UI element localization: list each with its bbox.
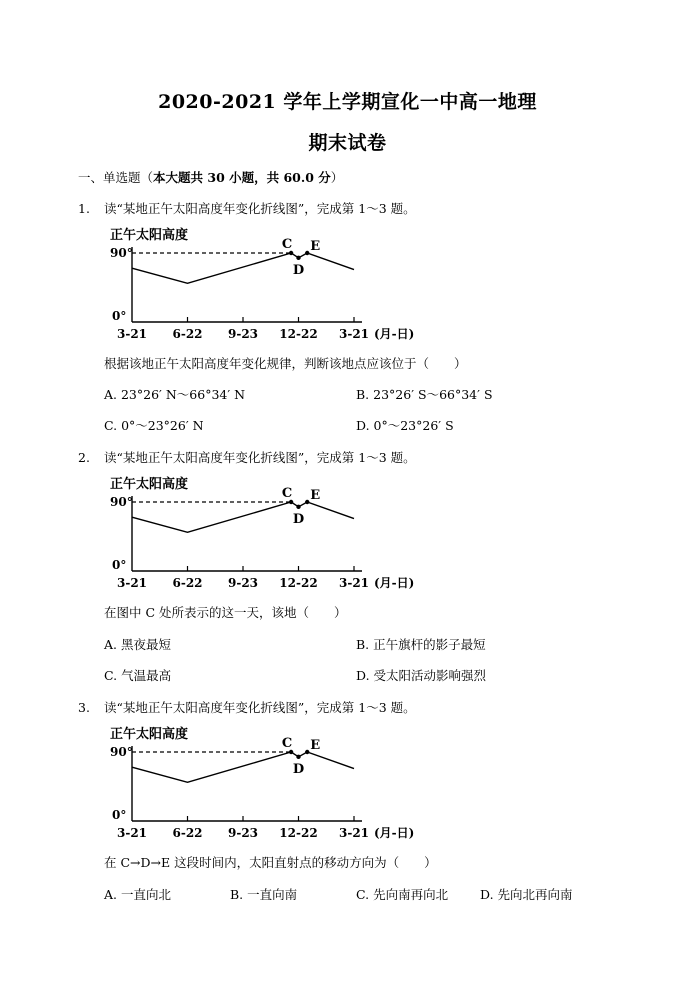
question-2-option-d[interactable]: D. 受太阳活动影响强烈 [356,668,487,683]
question-1-stem-line [78,199,416,217]
x-tick-label: 9-23 [227,826,259,840]
point-label-d: D [292,262,305,278]
y-tick-label: 90° [110,246,133,260]
point-marker [296,505,300,509]
question-3-option-a[interactable]: A. 一直向北 [104,887,171,902]
question-1-option-b[interactable]: B. 23°26′ S～66°34′ S [356,387,493,402]
question-3-option-b[interactable]: B. 一直向南 [230,887,298,902]
point-label-e: E [310,239,321,254]
chart-title: 正午太阳高度 [110,477,189,492]
point-label-e: E [310,488,321,503]
question-1-prompt: 根据该地正午太阳高度年变化规律，判断该地点应该位于（ ） [104,356,467,371]
x-tick-label: 3-21 [338,826,370,840]
x-tick-label: 3-21 [116,826,148,840]
question-2-prompt: 在图中 C 处所表示的这一天，该地（ ） [104,605,347,620]
point-marker [305,251,309,255]
y-tick-label: 90° [110,745,133,759]
page-subtitle: 期末试卷 [308,132,387,154]
x-tick-label: 12-22 [279,576,318,590]
x-axis-label: (月-日) [374,826,415,840]
y-tick-label: 0° [112,808,127,822]
point-label-d: D [292,761,305,777]
question-3-option-d[interactable]: D. 先向北再向南 [480,887,573,902]
x-tick-label: 12-22 [279,327,318,341]
x-tick-label: 3-21 [338,576,370,590]
x-tick-label: 3-21 [116,576,148,590]
section-detail: 本大题共 30 小题，共 60.0 分 [153,170,331,185]
x-tick-label: 9-23 [227,327,259,341]
section-suffix: ） [330,170,344,185]
question-1-chart [104,222,424,347]
point-marker [296,755,300,759]
page-title: 2020-2021 学年上学期宣化一中高一地理 [158,91,537,113]
x-tick-label: 9-23 [227,576,259,590]
question-2-stem-line [78,448,416,466]
section-header [78,168,343,186]
question-2-option-c[interactable]: C. 气温最高 [104,668,172,683]
question-3-chart [104,721,424,846]
question-3-number: 3. [78,700,90,715]
point-label-c: C [281,486,293,501]
point-label-d: D [292,511,305,527]
series-line [132,752,354,782]
chart-title: 正午太阳高度 [110,727,189,742]
y-tick-label: 90° [110,495,133,509]
question-1-option-a[interactable]: A. 23°26′ N～66°34′ N [104,387,246,402]
x-axis-label: (月-日) [374,327,415,341]
question-1-stem: 读“某地正午太阳高度年变化折线图”，完成第 1～3 题。 [104,201,416,216]
question-3-option-c[interactable]: C. 先向南再向北 [356,887,449,902]
question-1-number: 1. [78,201,90,216]
question-3-prompt: 在 C→D→E 这段时间内，太阳直射点的移动方向为（ ） [104,855,437,870]
x-tick-label: 6-22 [172,826,203,840]
x-tick-label: 12-22 [279,826,318,840]
point-marker [305,500,309,504]
point-label-c: C [281,736,293,751]
series-line [132,502,354,532]
y-tick-label: 0° [112,558,127,572]
y-tick-label: 0° [112,309,127,323]
point-label-e: E [310,738,321,753]
question-2-stem: 读“某地正午太阳高度年变化折线图”，完成第 1～3 题。 [104,450,416,465]
x-tick-label: 3-21 [116,327,148,341]
question-3-stem-line [78,698,416,716]
point-marker [296,256,300,260]
x-tick-label: 6-22 [172,327,203,341]
point-label-c: C [281,237,293,252]
question-3-stem: 读“某地正午太阳高度年变化折线图”，完成第 1～3 题。 [104,700,416,715]
question-2-option-b[interactable]: B. 正午旗杆的影子最短 [356,637,486,652]
x-axis-label: (月-日) [374,576,415,590]
question-2-number: 2. [78,450,90,465]
question-1-option-d[interactable]: D. 0°～23°26′ S [356,418,454,433]
question-1-option-c[interactable]: C. 0°～23°26′ N [104,418,204,433]
section-prefix: 一、单选题（ [78,170,154,185]
question-2-option-a[interactable]: A. 黑夜最短 [104,637,171,652]
x-tick-label: 3-21 [338,327,370,341]
question-2-chart [104,471,424,596]
series-line [132,253,354,283]
point-marker [305,750,309,754]
chart-title: 正午太阳高度 [110,228,189,243]
x-tick-label: 6-22 [172,576,203,590]
